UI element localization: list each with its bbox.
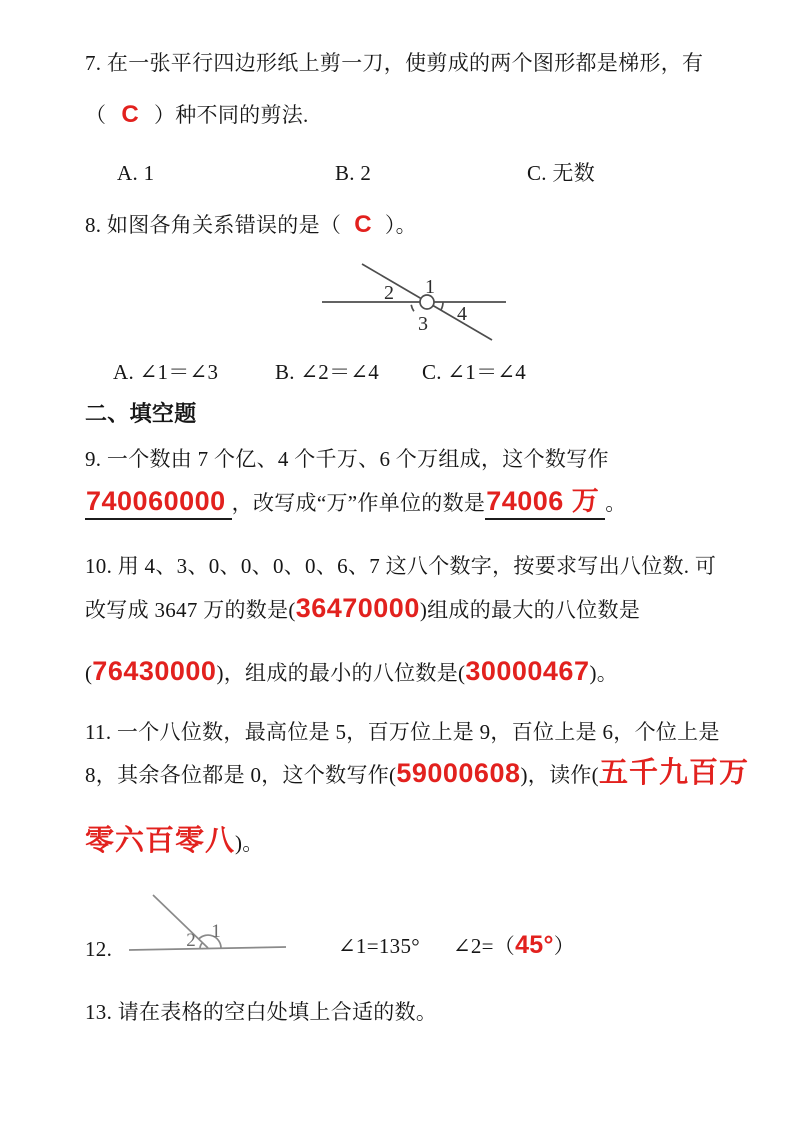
q8-option-b: B. ∠2＝∠4 — [275, 360, 380, 384]
q9-mid-text: ，改写成“万”作单位的数是 — [231, 491, 486, 515]
q12-angle-diagram — [123, 885, 293, 960]
q10-line2-post: )组成的最大的八位数是 — [419, 598, 641, 622]
q10-stem-line1: 10. 用 4、3、0、0、0、0、6、7 这八个数字，按要求写出八位数. 可 — [85, 554, 717, 578]
q12-angle2-pre: ∠2=（ — [452, 934, 516, 958]
q7-option-b: B. 2 — [335, 161, 372, 185]
q10-line3-open: ( — [85, 661, 93, 685]
q7-stem-line1: 7. 在一张平行四边形纸上剪一刀，使剪成的两个图形都是梯形，有 — [85, 51, 704, 75]
q7-answer: C — [121, 101, 139, 128]
q9-answer2: 74006 万 — [485, 486, 605, 520]
q12-number: 12. — [85, 937, 113, 961]
q11-line2-mid: )，读作( — [520, 763, 599, 787]
q11-line3 — [85, 826, 264, 858]
q12-answer: 45° — [515, 931, 554, 959]
q10-line3 — [85, 656, 618, 688]
q11-answer-number: 59000608 — [396, 758, 521, 788]
q10-line3-end: )。 — [589, 661, 619, 685]
q8-label-angle4: 4 — [457, 303, 467, 325]
q11-answer-reading-part1: 五千九百万 — [598, 757, 749, 789]
q12-angle2-arc — [200, 943, 203, 949]
q11-line2-pre: 8，其余各位都是 0，这个数写作( — [85, 763, 397, 787]
q8-label-angle2: 2 — [384, 282, 394, 304]
q12-label-angle2: 2 — [186, 930, 196, 951]
q12-angle1-value: ∠1=135° — [338, 934, 420, 958]
q12-angles-text — [338, 930, 575, 961]
q12-label-angle1: 1 — [211, 921, 221, 942]
q11-line3-end: )。 — [235, 831, 264, 855]
q10-line2-pre: 改写成 3647 万的数是( — [85, 598, 296, 622]
q7-stem-line2 — [85, 100, 309, 130]
q12-angle2-post: ） — [553, 934, 576, 958]
q11-stem-line1: 11. 一个八位数，最高位是 5，百万位上是 9，百位上是 6，个位上是 — [85, 720, 720, 744]
q8-stem — [85, 210, 417, 240]
q8-stem-post: ）。 — [384, 213, 417, 237]
q7-stem-rest: ）种不同的剪法. — [153, 103, 309, 127]
q7-option-a: A. 1 — [117, 161, 155, 185]
q8-angle-diagram — [318, 252, 513, 352]
q13-stem: 13. 请在表格的空白处填上合适的数。 — [85, 1000, 438, 1024]
q9-end-punct: 。 — [605, 491, 627, 515]
q10-answer2: 76430000 — [92, 656, 217, 686]
q8-label-angle3: 3 — [418, 313, 428, 335]
q9-answer-line — [85, 486, 627, 518]
q11-line2 — [85, 758, 749, 790]
q8-answer: C — [354, 211, 372, 238]
q8-label-angle1: 1 — [425, 276, 435, 298]
q10-answer3: 30000467 — [465, 656, 590, 686]
q10-line3-mid: )，组成的最小的八位数是( — [216, 661, 466, 685]
q10-line2 — [85, 593, 640, 625]
q9-stem-line1: 9. 一个数由 7 个亿、4 个千万、6 个万组成，这个数写作 — [85, 447, 609, 471]
section2-title: 二、填空题 — [85, 401, 197, 426]
q8-angle3-arc — [411, 305, 414, 311]
q8-option-a: A. ∠1＝∠3 — [113, 360, 219, 384]
q8-angle4-arc — [441, 302, 443, 310]
q12-ray-line — [153, 895, 208, 948]
q8-stem-pre: 8. 如图各角关系错误的是（ — [85, 213, 342, 237]
q10-answer1: 36470000 — [295, 593, 420, 623]
q9-answer1: 740060000 — [85, 486, 232, 520]
q7-paren-open: （ — [85, 103, 107, 127]
q7-option-c: C. 无数 — [527, 161, 596, 185]
q8-option-c: C. ∠1＝∠4 — [422, 360, 527, 384]
q11-answer-reading-part2: 零六百零八 — [85, 825, 236, 857]
